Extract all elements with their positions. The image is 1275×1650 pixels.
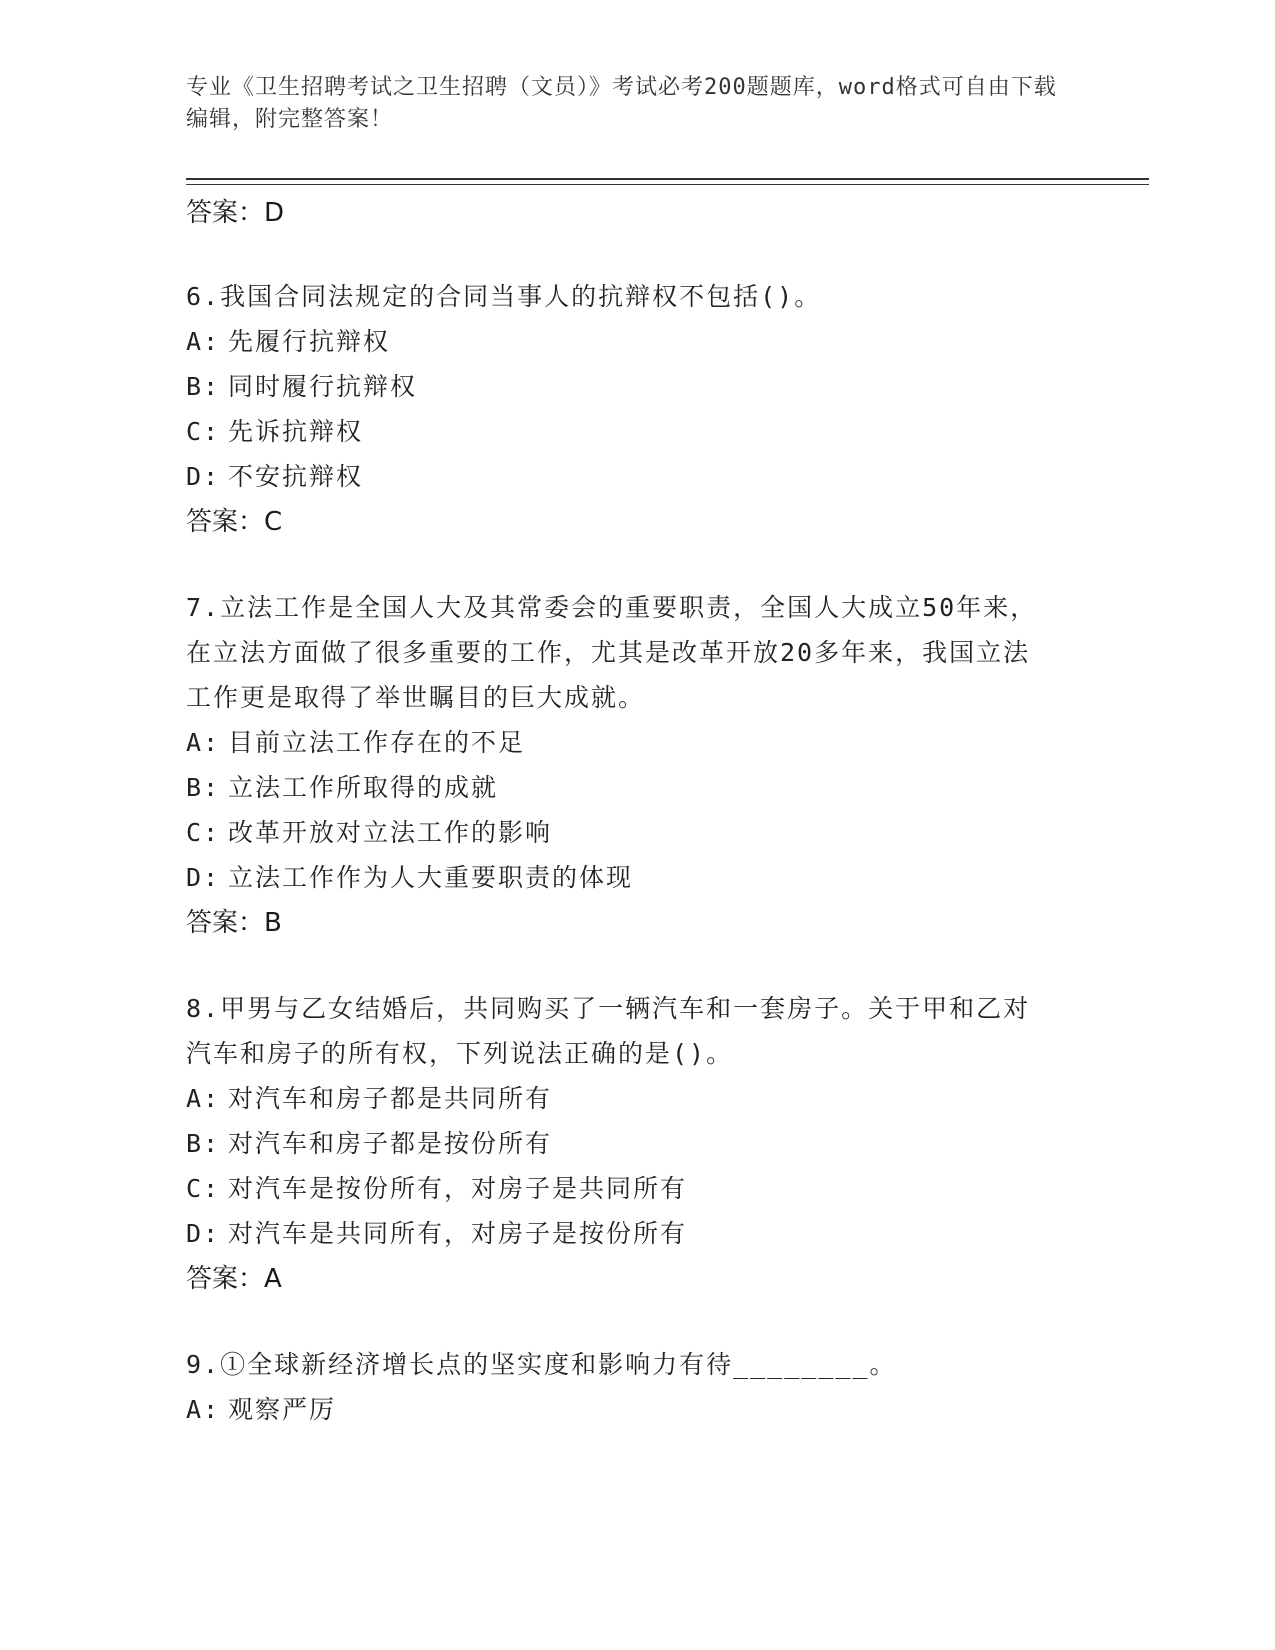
option-d	[186, 855, 1086, 900]
option-a	[186, 720, 1086, 765]
option-text: 对汽车是按份所有，对房子是共同所有	[228, 1174, 688, 1203]
option-key: B:	[186, 773, 221, 802]
question-block-6	[186, 274, 1086, 545]
option-c	[186, 409, 1086, 454]
answer-q8: 答案：A	[186, 1264, 282, 1294]
document-body	[186, 190, 1086, 1432]
option-text: 不安抗辩权	[228, 462, 364, 491]
option-text: 目前立法工作存在的不足	[228, 728, 526, 757]
option-key: B:	[186, 372, 221, 401]
option-key: D:	[186, 462, 221, 491]
answer-q6: 答案：C	[186, 507, 283, 537]
option-key: A:	[186, 1395, 221, 1424]
option-text: 立法工作作为人大重要职责的体现	[228, 863, 634, 892]
option-key: D:	[186, 1219, 221, 1248]
option-key: A:	[186, 728, 221, 757]
option-b	[186, 364, 1086, 409]
option-a	[186, 1387, 1086, 1432]
option-c	[186, 810, 1086, 855]
option-key: D:	[186, 863, 221, 892]
question-text: 9.①全球新经济增长点的坚实度和影响力有待________。	[186, 1350, 897, 1379]
option-text: 观察严厉	[228, 1395, 337, 1424]
option-text: 对汽车和房子都是共同所有	[228, 1084, 553, 1113]
option-b	[186, 1121, 1086, 1166]
option-key: C:	[186, 417, 221, 446]
question-text: 7.立法工作是全国人大及其常委会的重要职责，全国人大成立50年来，在立法方面做了很多重要的工作，尤其是改革开放20多年来，我国立法工作更是取得了举世瞩目的巨大成就。	[186, 593, 1038, 712]
option-key: C:	[186, 818, 221, 847]
option-text: 同时履行抗辩权	[228, 372, 418, 401]
option-c	[186, 1166, 1086, 1211]
question-text: 6.我国合同法规定的合同当事人的抗辩权不包括()。	[186, 282, 822, 311]
question-block-9	[186, 1342, 1086, 1432]
answer-q7: 答案：B	[186, 908, 282, 938]
option-d	[186, 454, 1086, 499]
option-b	[186, 765, 1086, 810]
option-key: C:	[186, 1174, 221, 1203]
question-text: 8.甲男与乙女结婚后，共同购买了一辆汽车和一套房子。关于甲和乙对汽车和房子的所有权，下列说法正确的是()。	[186, 994, 1031, 1068]
option-a	[186, 1076, 1086, 1121]
option-a	[186, 319, 1086, 364]
option-key: A:	[186, 1084, 221, 1113]
question-block-8	[186, 986, 1086, 1302]
question-block-7	[186, 585, 1086, 946]
header-divider	[186, 178, 1149, 185]
document-header: 专业《卫生招聘考试之卫生招聘（文员）》考试必考200题题库，word格式可自由下载编辑，附完整答案！	[186, 75, 1057, 132]
option-key: A:	[186, 327, 221, 356]
option-key: B:	[186, 1129, 221, 1158]
option-text: 对汽车和房子都是按份所有	[228, 1129, 553, 1158]
option-text: 改革开放对立法工作的影响	[228, 818, 553, 847]
option-text: 先诉抗辩权	[228, 417, 364, 446]
option-d	[186, 1211, 1086, 1256]
option-text: 立法工作所取得的成就	[228, 773, 499, 802]
option-text: 先履行抗辩权	[228, 327, 391, 356]
option-text: 对汽车是共同所有，对房子是按份所有	[228, 1219, 688, 1248]
answer-q5: 答案：D	[186, 198, 285, 228]
